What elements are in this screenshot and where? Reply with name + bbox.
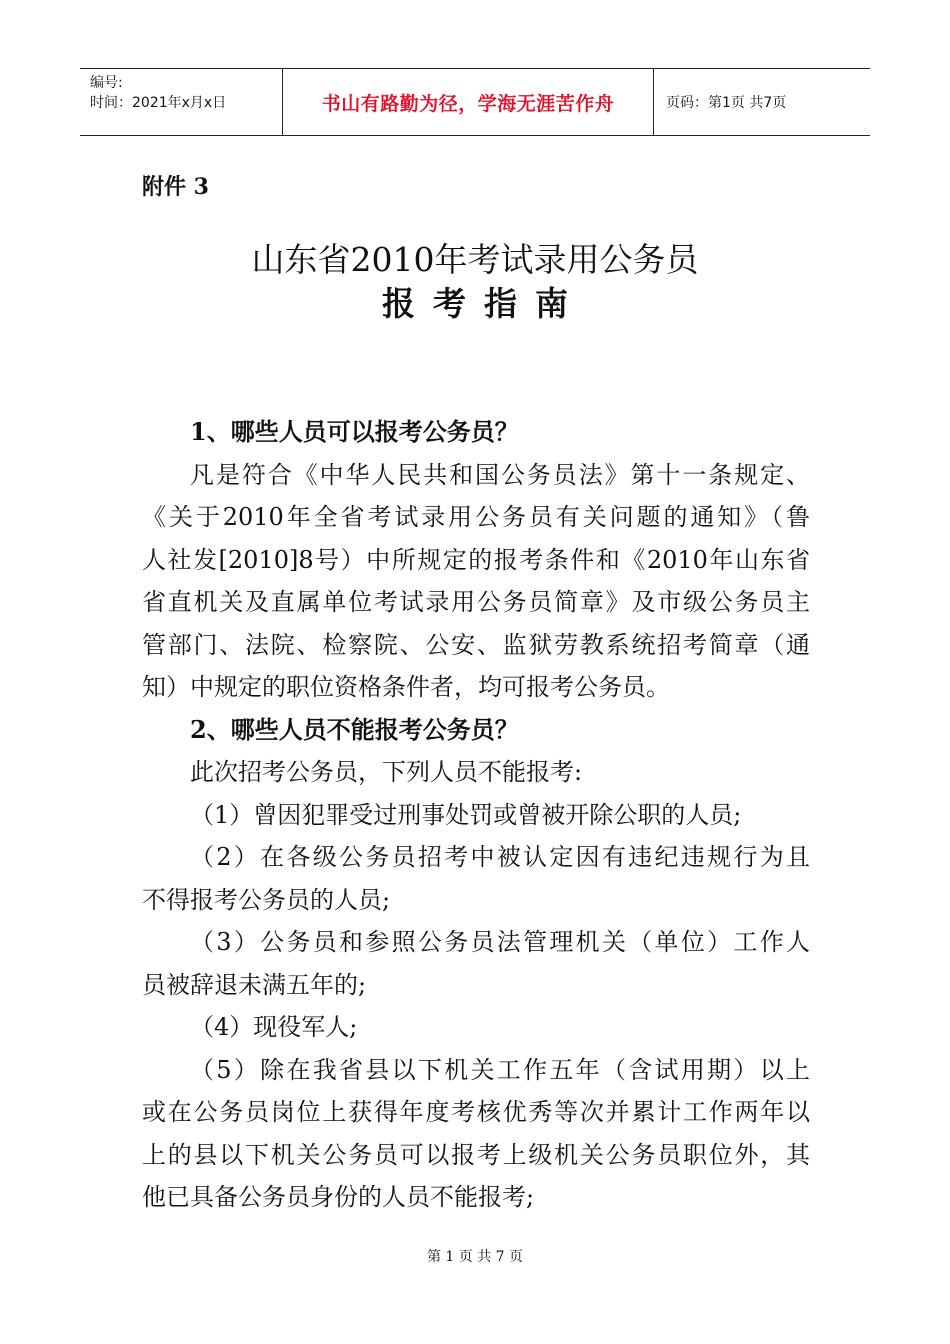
section-heading-1: 1、哪些人员可以报考公务员？	[190, 417, 519, 446]
list-item-continuation: 或在公务员岗位上获得年度考核优秀等次并累计工作两年以	[142, 1098, 810, 1126]
code-label: 编号:	[90, 75, 123, 91]
list-item: （1）曾因犯罪受过刑事处罚或曾被开除公职的人员;	[190, 800, 742, 829]
time-label: 时间：2021年x月x日	[90, 95, 227, 111]
paragraph-line: 凡是符合《中华人民共和国公务员法》第十一条规定、	[190, 460, 810, 489]
list-item-continuation: 上的县以下机关公务员可以报考上级机关公务员职位外，其	[142, 1140, 810, 1169]
page-footer: 第 1 页 共 7 页	[426, 1249, 524, 1265]
list-item-continuation: 他已具备公务员身份的人员不能报考;	[142, 1183, 535, 1211]
document-subtitle: 报考指南	[382, 284, 586, 323]
header-motto-cell	[282, 69, 654, 135]
paragraph-line: 省直机关及直属单位考试录用公务员简章》及市级公务员主	[142, 588, 810, 616]
document-header	[80, 68, 870, 136]
paragraph-line: 此次招考公务员，下列人员不能报考:	[190, 758, 583, 786]
paragraph-line: 知）中规定的职位资格条件者，均可报考公务员。	[142, 673, 670, 701]
paragraph-line: 管部门、法院、检察院、公安、监狱劳教系统招考简章（通	[142, 630, 810, 659]
list-item: （3）公务员和参照公务员法管理机关（单位）工作人	[190, 928, 810, 956]
list-item: （2）在各级公务员招考中被认定因有违纪违规行为且	[190, 843, 810, 871]
document-body	[142, 411, 810, 1219]
list-item: （4）现役军人;	[190, 1013, 358, 1041]
section-heading-2: 2、哪些人员不能报考公务员？	[190, 714, 519, 744]
paragraph-line: 《关于2010年全省考试录用公务员有关问题的通知》（鲁	[142, 503, 810, 531]
document-title: 山东省2010年考试录用公务员	[251, 240, 699, 279]
list-item: （5）除在我省县以下机关工作五年（含试用期）以上	[190, 1055, 810, 1084]
list-item-continuation: 员被辞退未满五年的;	[142, 970, 367, 999]
list-item-continuation: 不得报考公务员的人员;	[142, 885, 391, 914]
paragraph-line: 人社发[2010]8号）中所规定的报考条件和《2010年山东省	[142, 545, 810, 574]
page-label: 页码：第1页 共7页	[666, 95, 787, 111]
motto-text: 书山有路勤为径，学海无涯苦作舟	[321, 92, 615, 115]
attachment-label: 附件 3	[142, 174, 209, 200]
header-meta	[80, 69, 282, 135]
header-page-cell	[654, 69, 870, 135]
